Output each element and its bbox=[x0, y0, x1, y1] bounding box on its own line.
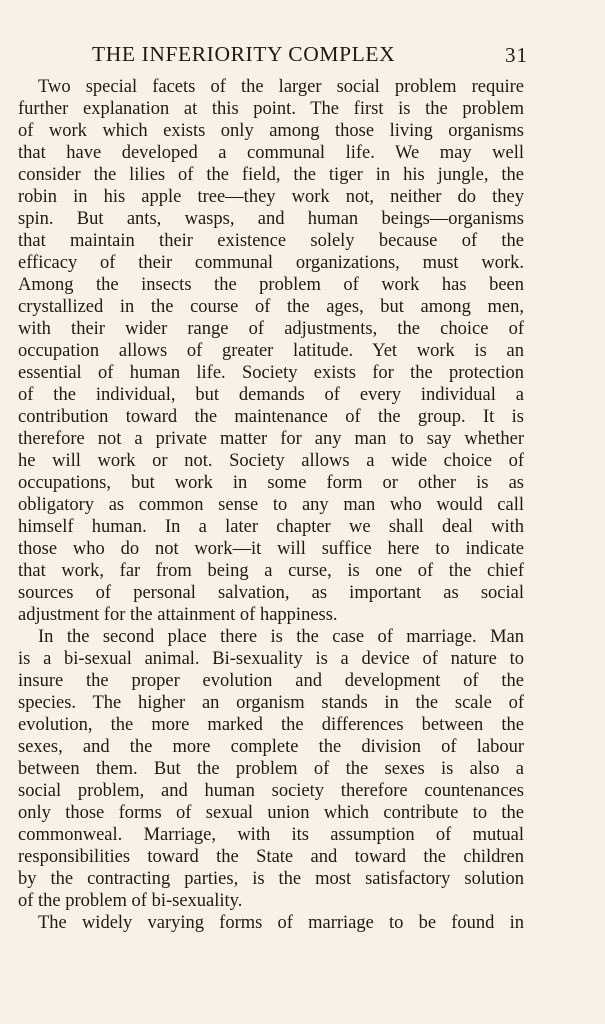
text-line: responsibilities toward the State and toward the children bbox=[18, 847, 524, 867]
text-line: of the individual, but demands of every individual a bbox=[18, 385, 524, 405]
text-line: sources of personal salvation, as important as social bbox=[18, 583, 524, 603]
text-line: essential of human life. Society exists for the protection bbox=[18, 363, 524, 383]
text-line: species. The higher an organism stands in the scale of bbox=[18, 693, 524, 713]
text-line: contribution toward the maintenance of the group. It is bbox=[18, 407, 524, 427]
text-line: sexes, and the more complete the division of labour bbox=[18, 737, 524, 757]
text-line: In the second place there is the case of marriage. Man bbox=[38, 627, 524, 647]
text-line: by the contracting parties, is the most satisfactory solution bbox=[18, 869, 524, 889]
text-line: that maintain their existence solely because of the bbox=[18, 231, 524, 251]
text-line: spin. But ants, wasps, and human beings—organisms bbox=[18, 209, 524, 229]
page-number: 31 bbox=[505, 43, 528, 67]
text-line: of the problem of bi-sexuality. bbox=[18, 891, 243, 911]
text-line: adjustment for the attainment of happiness. bbox=[18, 605, 338, 625]
text-line: efficacy of their communal organizations, must work. bbox=[18, 253, 524, 273]
text-line: crystallized in the course of the ages, but among men, bbox=[18, 297, 524, 317]
body-text bbox=[18, 76, 524, 934]
text-line: evolution, the more marked the differences between the bbox=[18, 715, 524, 735]
text-line: of work which exists only among those living organisms bbox=[18, 121, 524, 141]
text-line: social problem, and human society therefore countenances bbox=[18, 781, 524, 801]
text-line: further explanation at this point. The first is the problem bbox=[18, 99, 524, 119]
text-line: that work, far from being a curse, is one of the chief bbox=[18, 561, 524, 581]
text-line: he will work or not. Society allows a wide choice of bbox=[18, 451, 524, 471]
text-line: The widely varying forms of marriage to be found in bbox=[38, 913, 524, 933]
text-line: those who do not work—it will suffice here to indicate bbox=[18, 539, 524, 559]
text-line: commonweal. Marriage, with its assumption of mutual bbox=[18, 825, 524, 845]
text-line: only those forms of sexual union which contribute to the bbox=[18, 803, 524, 823]
text-line: Two special facets of the larger social problem require bbox=[38, 77, 524, 97]
text-line: therefore not a private matter for any man to say whether bbox=[18, 429, 524, 449]
running-head-title: THE INFERIORITY COMPLEX bbox=[92, 42, 396, 66]
text-line: insure the proper evolution and development of the bbox=[18, 671, 524, 691]
text-line: between them. But the problem of the sexes is also a bbox=[18, 759, 524, 779]
text-line: with their wider range of adjustments, the choice of bbox=[18, 319, 524, 339]
text-line: is a bi-sexual animal. Bi-sexuality is a device of nature to bbox=[18, 649, 524, 669]
text-line: Among the insects the problem of work has been bbox=[18, 275, 524, 295]
text-line: consider the lilies of the field, the tiger in his jungle, the bbox=[18, 165, 524, 185]
text-line: that have developed a communal life. We may well bbox=[18, 143, 524, 163]
text-line: himself human. In a later chapter we shall deal with bbox=[18, 517, 524, 537]
text-line: obligatory as common sense to any man who would call bbox=[18, 495, 524, 515]
text-line: occupations, but work in some form or other is as bbox=[18, 473, 524, 493]
text-line: robin in his apple tree—they work not, neither do they bbox=[18, 187, 524, 207]
text-line: occupation allows of greater latitude. Yet work is an bbox=[18, 341, 524, 361]
